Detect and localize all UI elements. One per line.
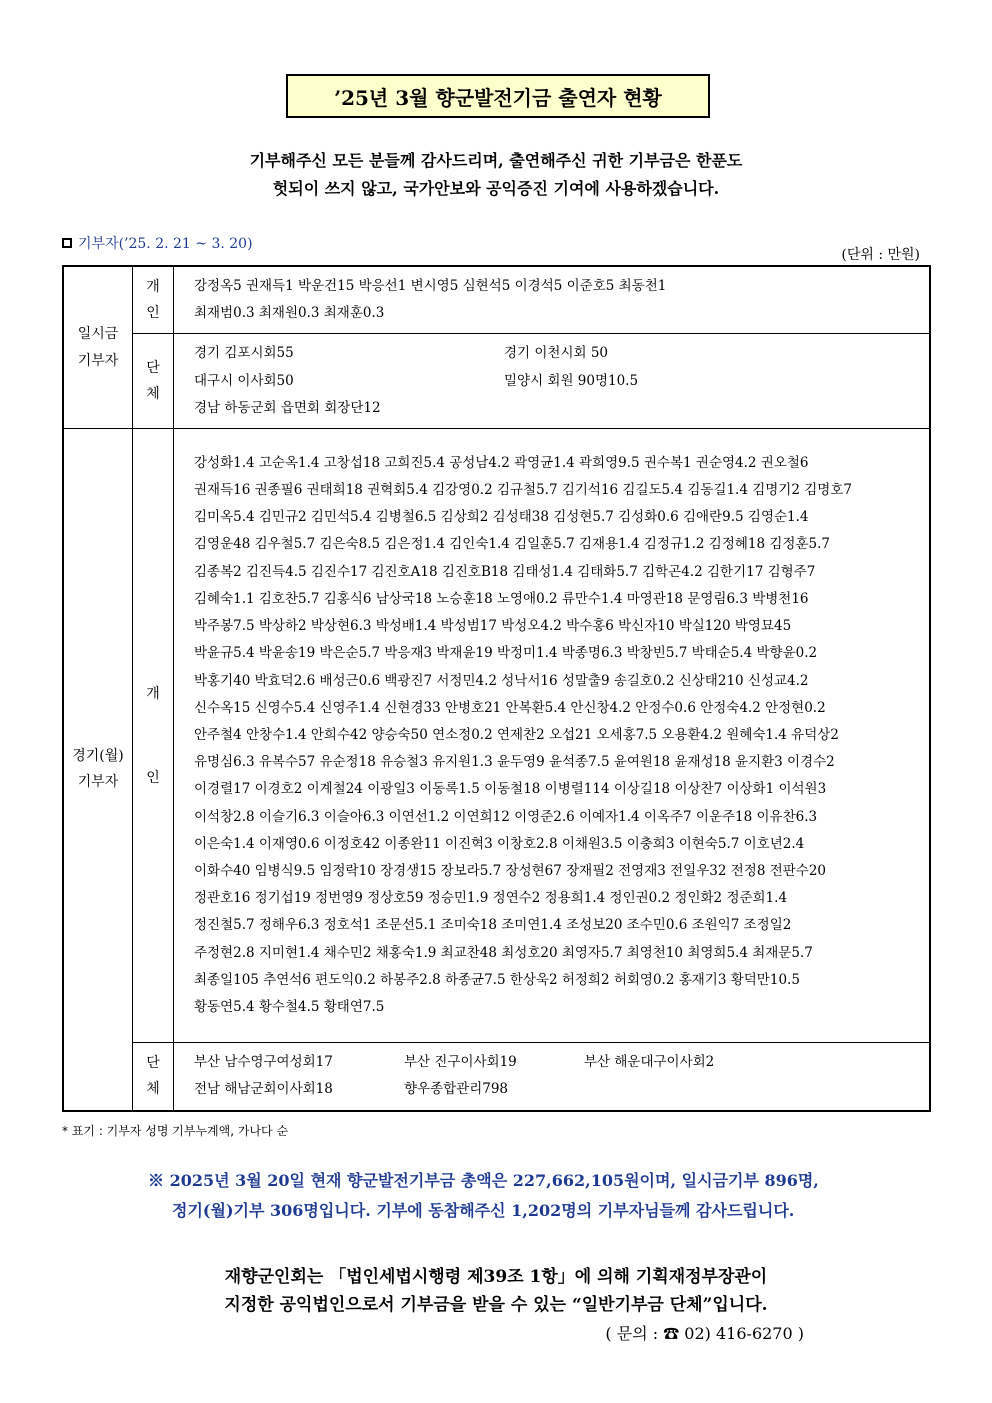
monthly-group-label: 단 체 — [133, 1043, 174, 1111]
thanks-line-2: 헛되이 쓰지 않고, 국가안보와 공익증진 기여에 사용하겠습니다. — [272, 179, 720, 198]
list-item: 향우종합관리798 — [404, 1081, 509, 1098]
lump-individual-row — [63, 266, 930, 334]
list-line: 김혜숙1.1 김호찬5.7 김홍식6 남상국18 노승훈18 노영애0.2 류만수1.4 마영관18 문영림6.3 박병천16 — [194, 590, 809, 607]
list-line: 신수옥15 신영수5.4 신영주1.4 신현경33 안병호21 안복환5.4 안신창4.2 안정수0.6 안정숙4.2 안정현0.2 — [194, 699, 826, 716]
lump-individual-label: 개 인 — [133, 266, 174, 334]
list-line: 황동연5.4 황수철4.5 황태연7.5 — [194, 998, 385, 1015]
period-label: 기부자(’25. 2. 21 ~ 3. 20) — [78, 236, 253, 252]
list-line: 주정현2.8 지미현1.4 채수민2 채홍숙1.9 최교찬48 최성호20 최영자5.7 최영천10 최영희5.4 최재문5.7 — [194, 944, 813, 961]
law-line-1: 재향군인회는 「법인세법시행령 제39조 1항」에 의해 기획재정부장관이 — [224, 1267, 768, 1287]
lump-group-row — [63, 334, 930, 429]
list-line: 안주철4 안창수1.4 안희수42 양승숙50 연소정0.2 연제찬2 오섭21 오세홍7.5 오용환4.2 원혜숙1.4 유덕상2 — [194, 726, 839, 743]
lump-category: 일시금 기부자 — [63, 266, 133, 429]
list-line: 이경렬17 이경호2 이계철24 이광일3 이동록1.5 이동철18 이병렬114 이상길18 이상찬7 이상화1 이석원3 — [194, 781, 827, 798]
checkbox-square-icon — [62, 238, 72, 248]
list-line: 유명심6.3 유복수57 유순정18 유승철3 유지원1.3 윤두영9 윤석종7.5 윤여원18 윤재성18 윤지환3 이경수2 — [194, 754, 835, 771]
list-line: 박주봉7.5 박상하2 박상현6.3 박성배1.4 박성범17 박성오4.2 박수홍6 박신자10 박실120 박영묘45 — [194, 618, 792, 635]
list-item: 경기 이천시회 50 — [504, 345, 609, 362]
monthly-group-list — [174, 1043, 931, 1111]
law-line-2: 지정한 공익법인으로서 기부금을 받을 수 있는 “일반기부금 단체”입니다. — [224, 1295, 768, 1315]
list-line: 정관호16 정기섭19 정번영9 정상호59 정승민1.9 정연수2 정용희1.4 정인권0.2 정인화2 정준희1.4 — [194, 890, 788, 907]
monthly-individual-list — [174, 429, 931, 1043]
list-item: 부산 진구이사회19 — [404, 1054, 517, 1071]
list-line: 강정옥5 권재득1 박운건15 박응선1 변시영5 심현석5 이경석5 이준호5 최동천1 — [194, 278, 667, 294]
list-item: 경남 하동군회 읍면회 회장단12 — [194, 399, 381, 416]
monthly-category: 경기(월) 기부자 — [63, 429, 133, 1111]
contact-info: ( 문의 : ☎ 02) 416-6270 ) — [605, 1324, 804, 1343]
monthly-individual-row — [63, 429, 930, 1043]
list-line: 권재득16 권종필6 권태희18 권혁회5.4 김강영0.2 김규철5.7 김기석16 김길도5.4 김동길1.4 김명기2 김명호7 — [194, 482, 852, 499]
page-title: ’25년 3월 향군발전기금 출연자 현황 — [286, 74, 710, 118]
total-line-1: ※ 2025년 3월 20일 현재 향군발전기부금 총액은 227,662,105원이며, 일시금기부 896명, — [148, 1171, 819, 1190]
list-line: 강성화1.4 고순옥1.4 고창섭18 고희진5.4 공성남4.2 곽영균1.4 곽희영9.5 권수복1 권순영4.2 권오철6 — [194, 454, 809, 471]
notation-note: * 표기 : 기부자 성명 기부누계액, 가나다 순 — [62, 1124, 289, 1138]
total-line-2: 정기(월)기부 306명입니다. 기부에 동참해주신 1,202명의 기부자님들께 감사드립니다. — [172, 1201, 795, 1220]
list-line: 이은숙1.4 이재영0.6 이정호42 이종완11 이진혁3 이창호2.8 이채원3.5 이충희3 이현숙5.7 이호년2.4 — [194, 835, 805, 852]
list-line: 박홍기40 박효덕2.6 배성근0.6 백광진7 서정민4.2 성낙서16 성말출9 송길호0.2 신상태210 신성교4.2 — [194, 672, 809, 689]
list-line: 이화수40 임병식9.5 임정락10 장경생15 장보라5.7 장성현67 장재필2 전영재3 전일우32 전정8 전판수20 — [194, 862, 826, 879]
lump-individual-list — [174, 266, 931, 334]
list-line: 김미옥5.4 김민규2 김민석5.4 김병철6.5 김상희2 김성태38 김성현5.7 김성화0.6 김애란9.5 김영순1.4 — [194, 509, 809, 526]
list-line: 박윤규5.4 박윤송19 박은순5.7 박응재3 박재윤19 박정미1.4 박종명6.3 박창빈5.7 박태순5.4 박향윤0.2 — [194, 645, 818, 662]
list-item: 전남 해남군회이사회18 — [194, 1081, 333, 1098]
list-line: 김영운48 김우철5.7 김은숙8.5 김은정1.4 김인숙1.4 김일훈5.7 김재용1.4 김정규1.2 김정혜18 김정훈5.7 — [194, 536, 830, 553]
list-line: 정진철5.7 정해우6.3 정호석1 조문선5.1 조미숙18 조미연1.4 조성보20 조수민0.6 조원익7 조정일2 — [194, 917, 792, 934]
list-item: 부산 남수영구여성회17 — [194, 1054, 333, 1071]
list-item: 대구시 이사회50 — [194, 372, 294, 389]
lump-group-label: 단 체 — [133, 334, 174, 429]
donor-table — [62, 265, 931, 1112]
thanks-line-1: 기부해주신 모든 분들께 감사드리며, 출연해주신 귀한 기부금은 한푼도 — [249, 151, 743, 170]
list-item: 경기 김포시회55 — [194, 345, 294, 362]
list-line: 이석창2.8 이슬기6.3 이슬아6.3 이연선1.2 이연희12 이영준2.6 이예자1.4 이옥주7 이운주18 이유찬6.3 — [194, 808, 818, 825]
list-line: 김종복2 김진득4.5 김진수17 김진호A18 김진호B18 김태성1.4 김태화5.7 김학곤4.2 김한기17 김형주7 — [194, 563, 816, 580]
period-heading — [62, 233, 253, 253]
list-line: 최재범0.3 최재원0.3 최재훈0.3 — [194, 305, 385, 322]
list-item: 부산 해운대구이사회2 — [584, 1054, 715, 1071]
list-item: 밀양시 회원 90명10.5 — [504, 372, 639, 389]
unit-label: (단위 : 만원) — [841, 247, 920, 263]
monthly-individual-label: 개 인 — [133, 429, 174, 1043]
list-line: 최종일105 추연석6 편도익0.2 하봉주2.8 하종균7.5 한상욱2 허정희2 허회영0.2 홍재기3 황덕만10.5 — [194, 971, 800, 988]
lump-group-list — [174, 334, 931, 429]
monthly-group-row — [63, 1043, 930, 1111]
